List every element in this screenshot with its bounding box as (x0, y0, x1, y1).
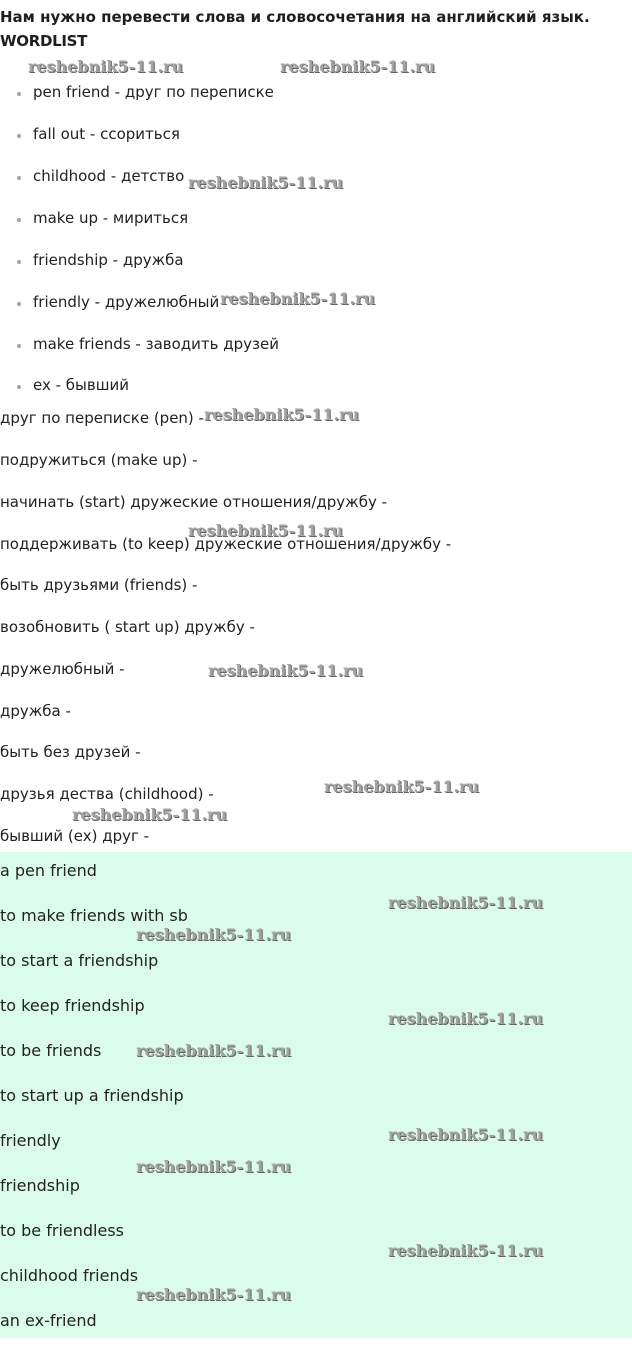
watermark: reshebnik5-11.ru (136, 1157, 292, 1176)
watermark: reshebnik5-11.ru (136, 925, 292, 944)
watermark: reshebnik5-11.ru (188, 521, 344, 540)
task-line: дружба - (0, 702, 71, 720)
watermark: reshebnik5-11.ru (388, 1009, 544, 1028)
task-line: друг по переписке (pen) - (0, 409, 204, 427)
watermark: reshebnik5-11.ru (388, 893, 544, 912)
task-line: возобновить ( start up) дружбу - (0, 618, 255, 636)
task-line: быть без друзей - (0, 743, 141, 761)
answer-line: to keep friendship (0, 996, 145, 1015)
answer-line: to start a friendship (0, 951, 159, 970)
task-line: подружиться (make up) - (0, 451, 198, 469)
answer-line: an ex-friend (0, 1311, 97, 1330)
bullet-dot-icon (17, 134, 21, 138)
answer-line: to start up a friendship (0, 1086, 184, 1105)
task-line: поддерживать (to keep) дружеские отношения/дружбу - (0, 535, 452, 553)
watermark: reshebnik5-11.ru (136, 1285, 292, 1304)
answer-line: to make friends with sb (0, 906, 188, 925)
answer-line: childhood friends (0, 1266, 139, 1285)
bullet-dot-icon (17, 385, 21, 389)
watermark: reshebnik5-11.ru (28, 57, 184, 76)
answer-line: friendship (0, 1176, 80, 1195)
task-line: бывший (ex) друг - (0, 827, 150, 845)
task-line: друзья дества (childhood) - (0, 785, 214, 803)
answer-line: friendly (0, 1131, 61, 1150)
watermark: reshebnik5-11.ru (324, 777, 480, 796)
watermark: reshebnik5-11.ru (204, 405, 360, 424)
task-line: дружелюбный - (0, 660, 125, 678)
bullet-dot-icon (17, 92, 21, 96)
watermark: reshebnik5-11.ru (72, 805, 228, 824)
answer-line: to be friendless (0, 1221, 124, 1240)
task-line: начинать (start) дружеские отношения/дружбу - (0, 493, 388, 511)
watermark: reshebnik5-11.ru (388, 1241, 544, 1260)
answer-line: to be friends (0, 1041, 102, 1060)
bullet-dot-icon (17, 218, 21, 222)
answer-box (0, 852, 632, 1338)
bullet-dot-icon (17, 260, 21, 264)
bullet-dot-icon (17, 176, 21, 180)
watermark: reshebnik5-11.ru (188, 173, 344, 192)
bullet-dot-icon (17, 344, 21, 348)
watermark: reshebnik5-11.ru (136, 1041, 292, 1060)
watermark: reshebnik5-11.ru (220, 289, 376, 308)
wordlist-heading: WORDLIST (0, 32, 88, 50)
watermark: reshebnik5-11.ru (208, 661, 364, 680)
task-line: быть друзьями (friends) - (0, 576, 198, 594)
watermark: reshebnik5-11.ru (388, 1125, 544, 1144)
answer-line: a pen friend (0, 861, 97, 880)
page-title: Нам нужно перевести слова и словосочетания на английский язык. (0, 8, 590, 26)
watermark: reshebnik5-11.ru (280, 57, 436, 76)
bullet-dot-icon (17, 302, 21, 306)
